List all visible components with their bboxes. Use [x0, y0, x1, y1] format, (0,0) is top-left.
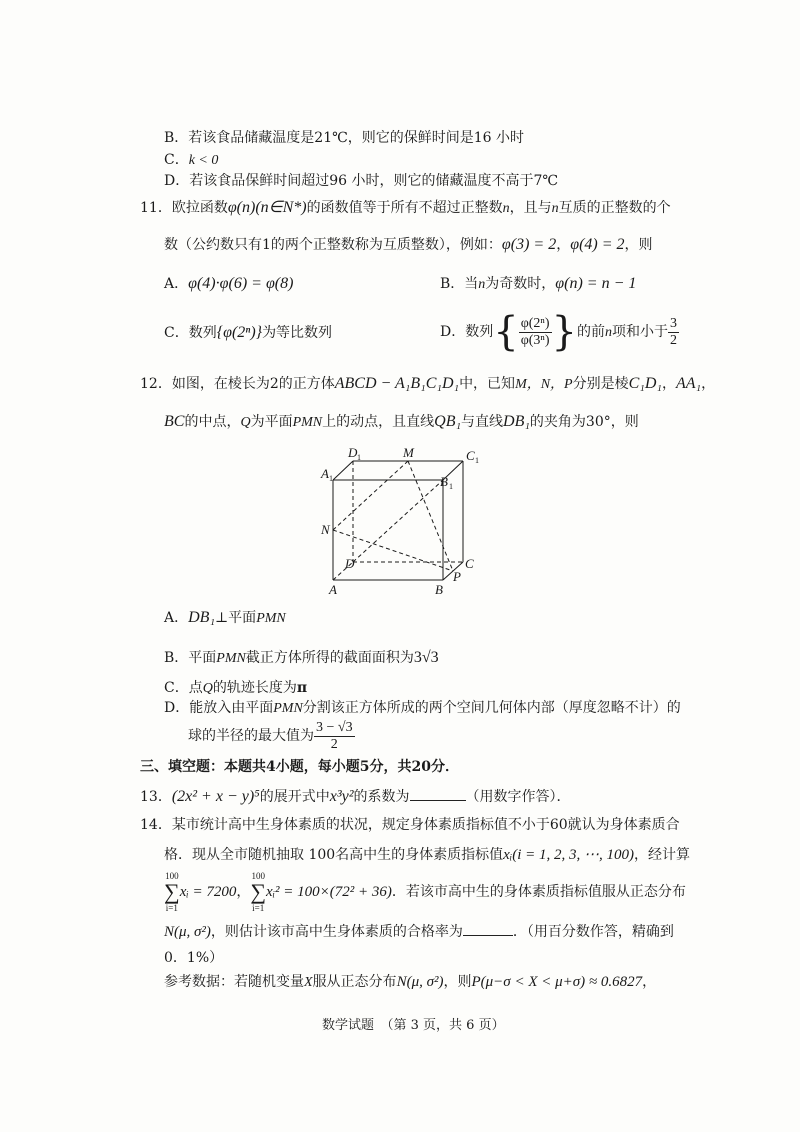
q12-option-d-line2: 球的半径的最大值为 $\frac{3 - √3}{2}$ [188, 719, 353, 752]
q10-option-b: B．若该食品储藏温度是21℃，则它的保鲜时间是16 小时 [164, 130, 525, 146]
diagonal-d-b1 [353, 480, 443, 562]
q14-line1: 14．某市统计高中生身体素质的状况，规定身体素质指标值不小于60就认为身体素质合 [140, 817, 680, 833]
q12-option-a: A．DB₁⊥平面PMN [164, 609, 286, 626]
q10-option-c: C．k < 0 [164, 152, 219, 168]
q12-stem-line1: 12．如图，在棱长为2的正方体ABCD − A₁B₁C₁D₁中，已知M，N，P分别是棱C₁D₁，AA₁， [140, 375, 716, 392]
q11-stem-line2: 数（公约数只有1的两个正整数称为互质整数），例如：φ(3) = 2，φ(4) = 2，则 [164, 236, 653, 253]
label-c1: C [466, 448, 475, 463]
svg-text:1: 1 [357, 453, 361, 462]
svg-text:1: 1 [449, 482, 453, 491]
label-p: P [453, 569, 461, 584]
q12-option-d: D．能放入由平面PMN分割该正方体所成的两个空间几何体内部（厚度忽略不计）的 [164, 700, 681, 716]
section-3-heading: 三、填空题：本题共4小题，每小题5分，共20分． [140, 759, 459, 775]
q11-option-b: B．当n为奇数时，φ(n) = n − 1 [440, 275, 637, 292]
q11-stem-line1: 11．欧拉函数φ(n)(n∈N*)的函数值等于所有不超过正整数n，且与n互质的正整数的个 [140, 199, 671, 216]
label-a1: A [321, 466, 329, 481]
q12-option-b: B．平面PMN截正方体所得的截面面积为3√3 [164, 649, 439, 666]
label-b1: B [440, 474, 448, 489]
q11-option-a: A．φ(4)·φ(6) = φ(8) [164, 275, 294, 292]
q14-line3: 100 ∑ i=1 xᵢ = 7200， 100 ∑ i=1 xᵢ² = 100×(72² + 36)．若该市高中生的身体素质指标值服从正态分布 [164, 871, 686, 913]
q14-reference-data: 参考数据：若随机变量X服从正态分布N(μ, σ²)，则P(μ−σ < X < μ+σ) ≈ 0.6827， [164, 974, 657, 990]
q12-stem-line2: BC的中点，Q为平面PMN上的动点，且直线QB₁与直线DB₁的夹角为30°，则 [164, 413, 639, 430]
label-d1: D [348, 448, 358, 460]
label-m: M [403, 448, 414, 460]
q11-option-c: C．数列{φ(2ⁿ)}为等比数列 [164, 324, 333, 341]
q12-option-c: C．点Q的轨迹长度为π [164, 680, 308, 696]
q14-line5: 0．1%） [164, 950, 224, 966]
edge-a1-d1 [333, 461, 353, 480]
label-c: C [465, 556, 474, 571]
q14-line4: N(μ, σ²)，则估计该市高中生身体素质的合格率为 ．（用百分数作答，精确到 [164, 921, 674, 942]
q13: 13．(2x² + x − y)⁵的展开式中x³y²的系数为 （用数字作答）． [140, 788, 571, 805]
label-b: B [435, 582, 443, 597]
q14-answer-blank [463, 921, 513, 936]
segment-m-n [333, 461, 408, 530]
label-n: N [321, 522, 330, 537]
label-a: A [329, 582, 337, 597]
q13-answer-blank [410, 786, 466, 801]
q11-option-d: D．数列{ $\frac{\text{φ(2ⁿ)}}{\text{φ(3ⁿ)}}$ }的前n项和小于 $\frac{3}{2}$ [440, 309, 677, 355]
svg-text:1: 1 [475, 456, 479, 465]
q14-line2: 格．现从全市随机抽取 100名高中生的身体素质指标值xᵢ(i = 1, 2, 3, ⋯, 100)，经计算 [164, 847, 690, 863]
q10-option-d: D．若该食品保鲜时间超过96 小时，则它的储藏温度不高于7℃ [164, 173, 559, 189]
cube-figure [315, 448, 485, 598]
label-d: D [345, 556, 355, 571]
svg-text:1: 1 [329, 474, 333, 483]
page-footer: 数学试题 （第 3 页，共 6 页） [322, 1018, 505, 1033]
